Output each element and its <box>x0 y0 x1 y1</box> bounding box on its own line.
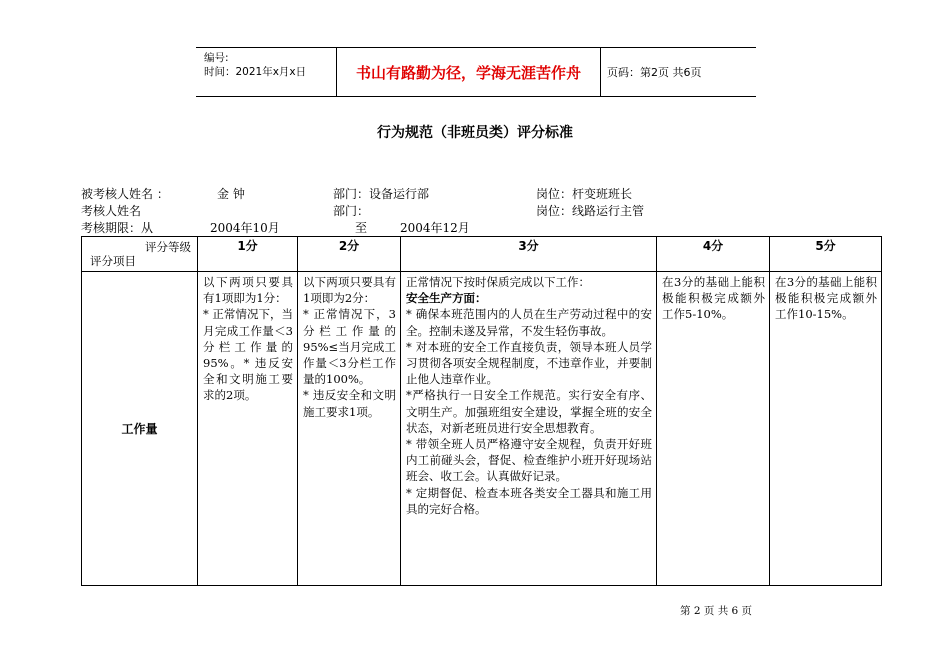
page-footer: 第 2 页 共 6 页 <box>680 605 753 617</box>
level-2-criteria <box>298 272 401 586</box>
level-3-header: 3分 <box>401 237 657 272</box>
header-page-label: 页码：第2页 共6页 <box>607 66 702 79</box>
period-from: 2004年10月 <box>210 221 280 235</box>
criteria-text: * 违反安全和文明施工要求1项。 <box>303 388 396 419</box>
level-1-header: 1分 <box>198 237 298 272</box>
item-workload: 工作量 <box>82 272 198 586</box>
level-3-criteria <box>401 272 657 586</box>
criteria-text: 在3分的基础上能积极能积极完成额外工作10-15%。 <box>775 275 877 322</box>
criteria-text: 以下两项只要具有1项即为2分： <box>303 275 396 306</box>
header-motto: 书山有路勤为径，学海无涯苦作舟 <box>337 48 601 96</box>
examinee-label: 被考核人姓名 ： <box>81 187 169 201</box>
scoring-table <box>81 236 882 586</box>
level-4-header: 4分 <box>657 237 770 272</box>
corner-cell <box>82 237 198 272</box>
corner-item-label: 评分项目 <box>90 254 136 268</box>
criteria-text: * 正常情况下，3分栏工作量的95%≤当月完成工作量＜3分栏工作量的100%。 <box>303 307 396 387</box>
level-4-criteria <box>657 272 770 586</box>
criteria-text: 以下两项只要具有1项即为1分： <box>203 275 293 306</box>
serial-label: 编号: <box>204 52 229 64</box>
period-to: 2004年12月 <box>400 221 470 235</box>
examinee-post: 岗位：杆变班班长 <box>536 187 633 201</box>
time-label: 时间：2021年x月x日 <box>204 66 307 78</box>
criteria-text: * 正常情况下，当月完成工作量＜3分栏工作量的95%。* 违反安全和文明施工要求的2项。 <box>203 307 293 403</box>
criteria-text: 在3分的基础上能积极能积极完成额外工作5-10%。 <box>662 275 765 322</box>
header-meta <box>196 48 337 96</box>
corner-grade-label: 评分等级 <box>145 240 191 254</box>
criteria-text: * 对本班的安全工作直接负责，领导本班人员学习贯彻各项安全规程制度，不违章作业，并要制止他人违章作业。 <box>406 339 652 387</box>
examinee-name: 金 钟 <box>217 187 245 201</box>
table-row <box>82 272 882 586</box>
criteria-subheading: 安全生产方面： <box>406 291 487 306</box>
table-header-row <box>82 237 882 272</box>
examiner-label: 考核人姓名 <box>81 204 142 218</box>
level-5-header: 5分 <box>770 237 882 272</box>
criteria-text: *严格执行一日安全工作规范。实行安全有序、文明生产。加强班组安全建设，掌握全班的安全状态，对新老班员进行安全思想教育。 <box>406 388 652 435</box>
level-2-header: 2分 <box>298 237 401 272</box>
level-1-criteria <box>198 272 298 586</box>
criteria-text: 正常情况下按时保质完成以下工作： <box>406 275 590 289</box>
criteria-text: * 带领全班人员严格遵守安全规程，负责开好班内工前碰头会，督促、检查维护小班开好现场站班会、收工会。认真做好记录。 <box>406 437 652 484</box>
page-header <box>196 47 756 97</box>
criteria-text: * 确保本班范围内的人员在生产劳动过程中的安全。控制未遂及异常，不发生轻伤事故。 <box>406 307 652 338</box>
level-5-criteria <box>770 272 882 586</box>
examiner-department: 部门： <box>333 204 370 218</box>
criteria-text: * 定期督促、检查本班各类安全工器具和施工用具的完好合格。 <box>406 485 652 516</box>
examinee-department: 部门：设备运行部 <box>333 187 430 201</box>
document-title: 行为规范（非班员类）评分标准 <box>377 125 573 141</box>
period-to-label: 至 <box>355 221 368 235</box>
examiner-post: 岗位：线路运行主管 <box>536 204 645 218</box>
period-label: 考核期限：从 <box>81 221 154 235</box>
